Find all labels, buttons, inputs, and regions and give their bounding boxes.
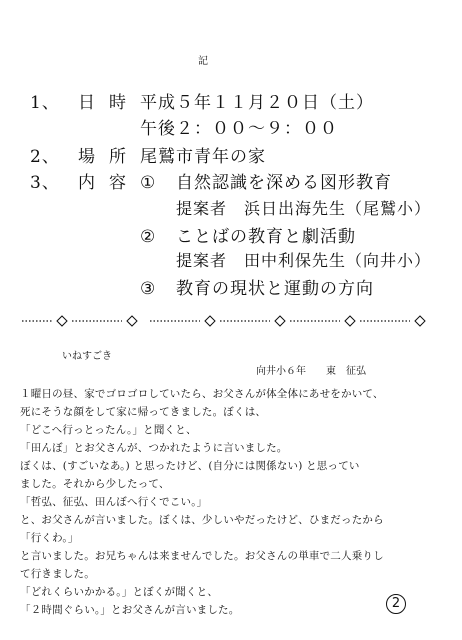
schedule-value: 午後２：００〜９：００ (140, 119, 338, 139)
schedule-label: 内容 (78, 173, 140, 193)
essay-title: いねすごき (62, 351, 112, 362)
essay-line: 死にそうな顔をして家に帰ってきました。ぼくは、 (20, 406, 267, 418)
essay-author: 向井小６年 東 征弘 (256, 366, 366, 377)
essay-line: て行きました。 (20, 568, 95, 580)
essay-line: 「田んぼ」とお父さんが、つかれたように言いました。 (20, 442, 288, 454)
topic-number: ③ (140, 279, 157, 299)
dotted-separator (22, 314, 442, 328)
essay-line: １曜日の昼、家でゴロゴロしていたら、お父さんが体全体にあせをかいて、 (20, 388, 384, 400)
topic-title: 教育の現状と運動の方向 (176, 279, 374, 299)
topic-proposer: 提案者 田中利保先生（向井小） (176, 251, 432, 270)
header-mark: 記 (198, 56, 208, 67)
schedule-number: 1、 (30, 93, 60, 113)
topic-title: ことばの教育と劇活動 (176, 227, 356, 247)
essay-line: ました。それから少したって、 (20, 478, 170, 490)
topic-title: 自然認識を深める図形教育 (176, 173, 392, 193)
topic-number: ① (140, 173, 157, 193)
schedule-label: 場所 (78, 147, 140, 167)
topic-proposer: 提案者 浜日出海先生（尾鷲小） (176, 199, 432, 218)
essay-line: 「２時間ぐらい。」とお父さんが言いました。 (20, 604, 240, 616)
schedule-number: 3、 (30, 173, 60, 193)
essay-line: 「哲弘、征弘、田んぼへ行くでこい。」 (20, 496, 208, 508)
essay-line: 「どれくらいかかる。」とぼくが聞くと、 (20, 586, 219, 598)
schedule-number: 2、 (30, 147, 60, 167)
schedule-value: 尾鷲市青年の家 (140, 147, 266, 167)
schedule-label: 日時 (78, 93, 140, 113)
essay-line: と言いました。お兄ちゃんは来ませんでした。お父さんの単車で二人乗りし (20, 550, 384, 562)
essay-line: 「行くわ。」 (20, 532, 79, 544)
schedule-value: 平成５年１１月２０日（土） (140, 93, 374, 113)
essay-line: ぼくは、(すごいなあ。) と思ったけど、(自分には関係ない) と思ってい (20, 460, 360, 472)
topic-number: ② (140, 227, 157, 247)
page-number: 2 (386, 594, 406, 614)
essay-line: 「どこへ行っとったん。」と聞くと、 (20, 424, 197, 436)
essay-line: と、お父さんが言いました。ぼくは、少しいやだったけど、ひまだったから (20, 514, 384, 526)
